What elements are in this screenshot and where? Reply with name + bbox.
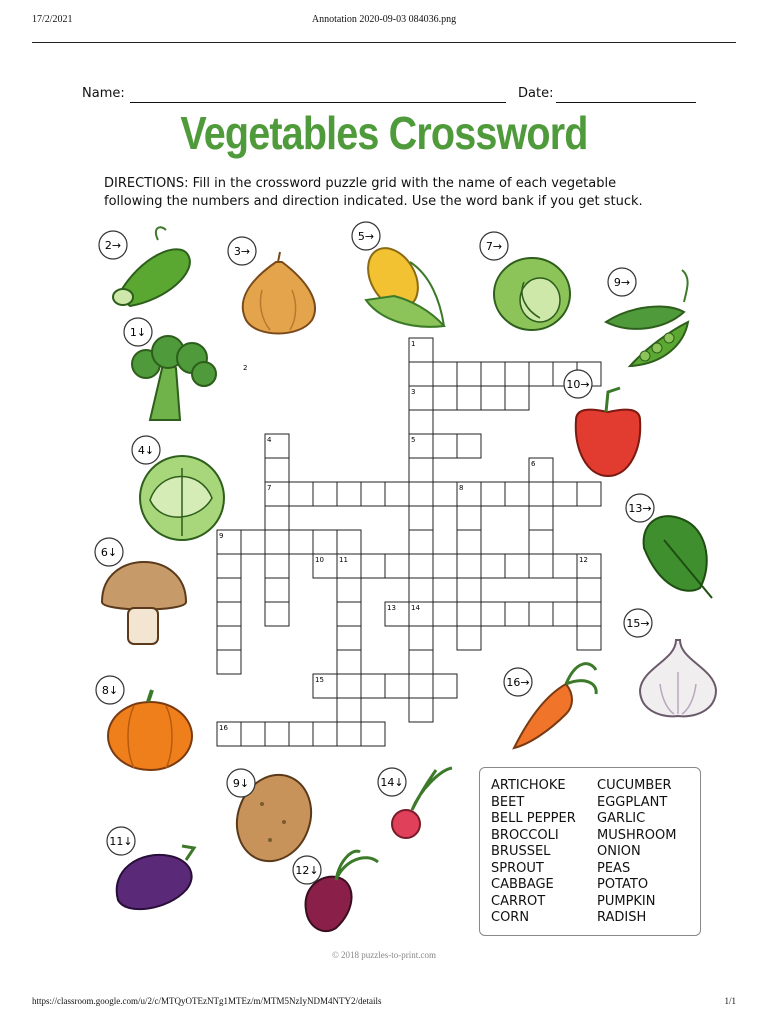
page-title: Vegetables Crossword: [180, 107, 588, 159]
svg-text:14↓: 14↓: [380, 776, 404, 789]
grid-cell[interactable]: [433, 386, 457, 410]
word-bank-item: CORN: [491, 910, 530, 925]
clue-label: [95, 538, 123, 566]
clue-label: [124, 318, 152, 346]
grid-clue-number: 10: [315, 556, 324, 564]
grid-cell[interactable]: [337, 650, 361, 674]
grid-cell[interactable]: [409, 650, 433, 674]
grid-cell[interactable]: [409, 410, 433, 434]
grid-clue-number: 4: [267, 436, 272, 444]
grid-cell[interactable]: [457, 506, 481, 530]
word-bank-item: BRUSSEL: [491, 844, 551, 859]
svg-text:7→: 7→: [485, 240, 503, 253]
word-bank-item: POTATO: [597, 877, 649, 892]
word-bank-right: [597, 778, 676, 927]
grid-cell[interactable]: [409, 506, 433, 530]
svg-text:3→: 3→: [233, 245, 251, 258]
grid-cell[interactable]: [337, 602, 361, 626]
spinach-icon: [644, 516, 712, 598]
grid-cell[interactable]: [385, 554, 409, 578]
grid-cell[interactable]: [361, 554, 385, 578]
grid-cell[interactable]: [457, 554, 481, 578]
clue-label: [608, 268, 636, 296]
grid-clue-number: 13: [387, 604, 396, 612]
pumpkin-icon: [108, 690, 192, 770]
word-bank: [479, 767, 701, 936]
svg-text:8↓: 8↓: [101, 684, 119, 697]
word-bank-item: RADISH: [597, 910, 647, 925]
grid-cell[interactable]: [457, 578, 481, 602]
clue-label: [352, 222, 380, 250]
clue-label: [626, 494, 654, 522]
word-bank-item: MUSHROOM: [597, 827, 677, 843]
artichoke-icon: [494, 258, 570, 330]
grid-cell[interactable]: [457, 434, 481, 458]
grid-clue-number: 15: [315, 676, 324, 684]
clue-label: [96, 676, 124, 704]
print-footer: [32, 996, 736, 1010]
grid-cell[interactable]: [577, 626, 601, 650]
grid-cell[interactable]: [409, 530, 433, 554]
grid-cell[interactable]: [433, 362, 457, 386]
grid-cell[interactable]: [265, 458, 289, 482]
word-bank-item: SPROUT: [491, 860, 544, 876]
grid-cell[interactable]: [313, 722, 337, 746]
grid-cell[interactable]: [361, 674, 385, 698]
svg-text:9↓: 9↓: [232, 777, 250, 790]
name-label: Name:: [82, 86, 125, 101]
word-bank-item: PEAS: [597, 860, 631, 876]
word-bank-item: BROCCOLI: [491, 827, 559, 843]
grid-cell[interactable]: [481, 386, 505, 410]
word-bank-item: ONION: [597, 844, 641, 859]
grid-cell[interactable]: [577, 482, 601, 506]
bell-pepper-icon: [576, 388, 640, 476]
grid-cell[interactable]: [529, 602, 553, 626]
grid-cell[interactable]: [457, 386, 481, 410]
grid-cell[interactable]: [457, 626, 481, 650]
grid-cell[interactable]: [577, 578, 601, 602]
grid-cell[interactable]: [265, 530, 289, 554]
clue-label: [132, 436, 160, 464]
grid-cell[interactable]: [433, 434, 457, 458]
word-bank-item: ARTICHOKE: [491, 778, 566, 793]
grid-cell[interactable]: [289, 482, 313, 506]
grid-cell[interactable]: [433, 554, 457, 578]
word-bank-item: EGGPLANT: [597, 794, 668, 810]
svg-text:4↓: 4↓: [137, 444, 155, 457]
grid-cell[interactable]: [265, 722, 289, 746]
svg-text:10→: 10→: [566, 378, 590, 391]
eggplant-icon: [117, 846, 194, 909]
grid-clue-number: 14: [411, 604, 420, 612]
svg-text:5→: 5→: [357, 230, 375, 243]
grid-cell[interactable]: [217, 602, 241, 626]
grid-cell[interactable]: [505, 386, 529, 410]
copyright: © 2018 puzzles-to-print.com: [331, 950, 437, 960]
grid-cell[interactable]: [409, 482, 433, 506]
grid-cell[interactable]: [553, 482, 577, 506]
grid-cell[interactable]: [241, 722, 265, 746]
grid-cell[interactable]: [529, 506, 553, 530]
grid-cell[interactable]: [217, 554, 241, 578]
grid-cell[interactable]: [481, 554, 505, 578]
grid-cell[interactable]: [409, 554, 433, 578]
grid-cell[interactable]: [457, 362, 481, 386]
grid-cell[interactable]: [217, 626, 241, 650]
date-label: Date:: [518, 86, 554, 101]
word-bank-item: CUCUMBER: [597, 778, 672, 793]
svg-text:15→: 15→: [626, 617, 650, 630]
print-filename: Annotation 2020-09-03 084036.png: [311, 14, 457, 25]
svg-text:1↓: 1↓: [129, 326, 147, 339]
grid-cell[interactable]: [265, 554, 289, 578]
svg-text:2→: 2→: [104, 239, 122, 252]
grid-cell[interactable]: [385, 674, 409, 698]
word-bank-item: GARLIC: [597, 811, 646, 826]
grid-cell[interactable]: [553, 554, 577, 578]
cabbage-icon: [140, 456, 224, 540]
grid-cell[interactable]: [457, 602, 481, 626]
word-bank-item: PUMPKIN: [597, 893, 656, 909]
grid-clue-number: 1: [411, 340, 416, 348]
grid-clue-number: 3: [411, 388, 416, 396]
grid-cell[interactable]: [337, 698, 361, 722]
clue-label: [227, 769, 255, 797]
grid-cell[interactable]: [337, 578, 361, 602]
grid-cell[interactable]: [457, 530, 481, 554]
grid-cell[interactable]: [361, 722, 385, 746]
grid-cell[interactable]: [337, 674, 361, 698]
grid-clue-number: 16: [219, 724, 228, 732]
grid-cell[interactable]: [337, 482, 361, 506]
grid-cell[interactable]: [529, 554, 553, 578]
grid-cell[interactable]: [289, 530, 313, 554]
grid-cell[interactable]: [265, 602, 289, 626]
grid-cell[interactable]: [289, 722, 313, 746]
grid-cell[interactable]: [553, 602, 577, 626]
print-url: https://classroom.google.com/u/2/c/MTQyOTEzNTg1MTEz/m/MTM5NzIyNDM4NTY2/details: [32, 996, 382, 1006]
grid-clue-number: 7: [267, 484, 272, 492]
grid-cell[interactable]: [409, 362, 433, 386]
grid-cell[interactable]: [577, 602, 601, 626]
onion-icon: [243, 252, 315, 334]
svg-text:16→: 16→: [506, 676, 530, 689]
word-bank-item: BELL PEPPER: [491, 811, 576, 826]
grid-cell[interactable]: [313, 482, 337, 506]
grid-cell[interactable]: [241, 530, 265, 554]
grid-cell[interactable]: [337, 530, 361, 554]
grid-cell[interactable]: [505, 602, 529, 626]
clue-label: [378, 768, 406, 796]
grid-cell[interactable]: [217, 650, 241, 674]
crossword-grid: [217, 338, 601, 746]
corn-icon: [358, 239, 444, 327]
clue-label: [504, 668, 532, 696]
grid-cell[interactable]: [337, 722, 361, 746]
grid-cell[interactable]: [481, 362, 505, 386]
grid-clue-number: 5: [411, 436, 416, 444]
grid-cell[interactable]: [337, 626, 361, 650]
grid-clue-number: 12: [579, 556, 588, 564]
grid-cell[interactable]: [481, 482, 505, 506]
mushroom-icon: [102, 562, 186, 644]
broccoli-icon: [132, 336, 216, 420]
grid-cell[interactable]: [505, 482, 529, 506]
clue-label: [624, 609, 652, 637]
grid-cell[interactable]: [481, 602, 505, 626]
grid-cell[interactable]: [409, 458, 433, 482]
word-bank-item: BEET: [491, 794, 525, 810]
grid-clue-number: 6: [531, 460, 536, 468]
grid-cell[interactable]: [361, 482, 385, 506]
grid-cell[interactable]: [529, 362, 553, 386]
grid-cell[interactable]: [313, 530, 337, 554]
clue-label: [564, 370, 592, 398]
garlic-icon: [640, 640, 716, 716]
clue-label: [228, 237, 256, 265]
grid-cell[interactable]: [433, 602, 457, 626]
print-date: 17/2/2021: [32, 14, 73, 25]
grid-clue-number: 2: [243, 364, 248, 372]
grid-cell[interactable]: [409, 578, 433, 602]
grid-clue-number: 11: [339, 556, 348, 564]
grid-cell[interactable]: [217, 578, 241, 602]
grid-cell[interactable]: [529, 482, 553, 506]
grid-cell[interactable]: [433, 482, 457, 506]
grid-cell[interactable]: [409, 674, 433, 698]
svg-text:9→: 9→: [613, 276, 631, 289]
svg-text:13→: 13→: [628, 502, 652, 515]
grid-cell[interactable]: [409, 626, 433, 650]
grid-cell[interactable]: [505, 554, 529, 578]
directions-line-1: DIRECTIONS: Fill in the crossword puzzle grid with the name of each vegetable: [104, 176, 617, 191]
svg-text:6↓: 6↓: [100, 546, 118, 559]
word-bank-item: CABBAGE: [491, 877, 554, 892]
print-page-number: 1/1: [724, 996, 736, 1006]
word-bank-left: [491, 778, 576, 927]
word-bank-item: CARROT: [491, 893, 546, 909]
grid-cell[interactable]: [409, 698, 433, 722]
grid-clue-number: 9: [219, 532, 224, 540]
clue-label: [293, 856, 321, 884]
svg-text:11↓: 11↓: [109, 835, 133, 848]
grid-cell[interactable]: [385, 482, 409, 506]
svg-text:12↓: 12↓: [295, 864, 319, 877]
grid-cell[interactable]: [265, 578, 289, 602]
grid-cell[interactable]: [505, 362, 529, 386]
grid-cell[interactable]: [529, 530, 553, 554]
directions-line-2: following the numbers and direction indicated. Use the word bank if you get stuck.: [104, 194, 643, 209]
clue-label: [107, 827, 135, 855]
grid-clue-number: 8: [459, 484, 464, 492]
grid-cell[interactable]: [433, 674, 457, 698]
clue-label: [99, 231, 127, 259]
grid-cell[interactable]: [265, 506, 289, 530]
clue-label: [480, 232, 508, 260]
